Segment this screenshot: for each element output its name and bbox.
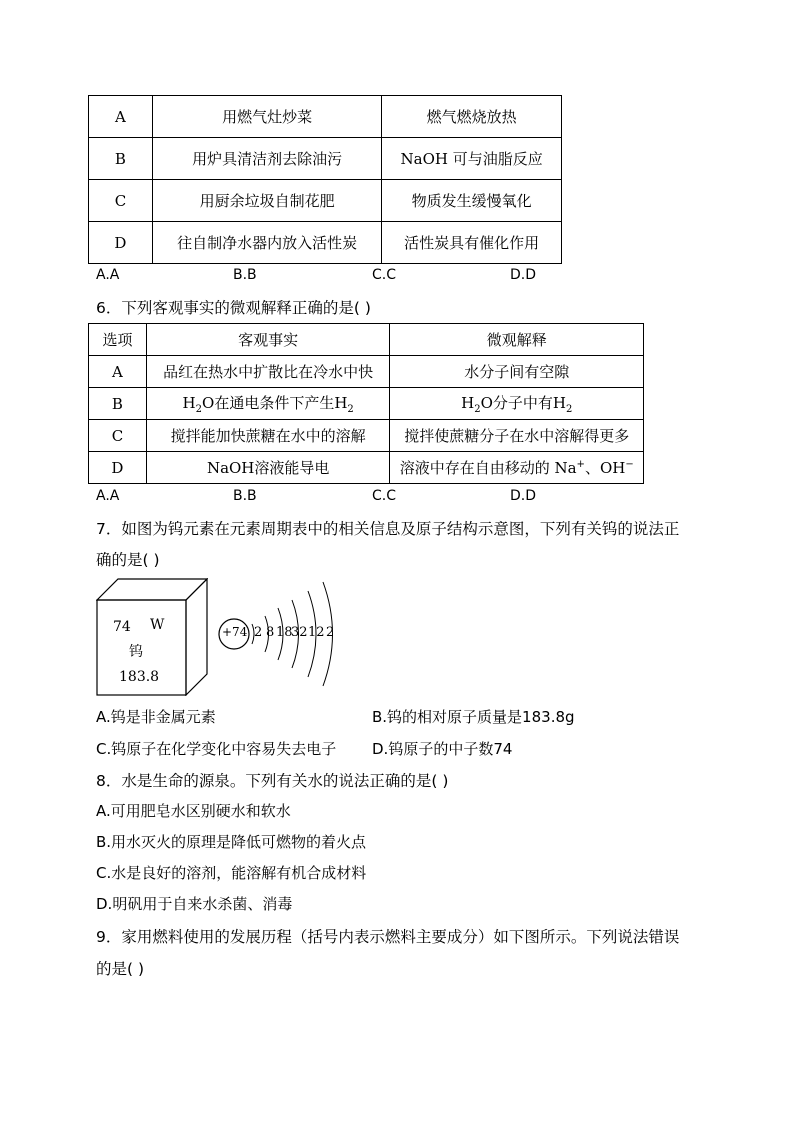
- element-name: 钨: [129, 644, 143, 660]
- table-row: [89, 420, 644, 452]
- row-fact: 品红在热水中扩散比在冷水中快: [146, 356, 390, 388]
- option-c[interactable]: C.C: [372, 488, 397, 504]
- table-cell: A: [89, 96, 153, 138]
- option-b[interactable]: B.B: [233, 488, 257, 504]
- shell-1: 2: [254, 625, 263, 640]
- table-row: [89, 388, 644, 420]
- q7-option-a[interactable]: A.钨是非金属元素: [96, 708, 216, 726]
- table-row: [89, 356, 644, 388]
- q6-table: [88, 323, 644, 484]
- table-row: [89, 96, 562, 138]
- q9-stem-line2: 的是( ): [96, 960, 145, 978]
- header-explain: 微观解释: [390, 324, 644, 356]
- table-cell: B: [89, 138, 153, 180]
- row-option: A: [89, 356, 147, 388]
- table-row: [89, 452, 644, 484]
- option-a[interactable]: A.A: [96, 267, 120, 283]
- header-option: 选项: [89, 324, 147, 356]
- table-row: [89, 222, 562, 264]
- table-cell: 用炉具清洁剂去除油污: [152, 138, 381, 180]
- row-explain: 搅拌使蔗糖分子在水中溶解得更多: [390, 420, 644, 452]
- table-row: [89, 180, 562, 222]
- shell-6: 2: [326, 625, 335, 640]
- option-d[interactable]: D.D: [510, 488, 537, 504]
- table-cell: C: [89, 180, 153, 222]
- element-symbol: W: [150, 617, 165, 633]
- table-cell: 活性炭具有催化作用: [382, 222, 562, 264]
- option-c[interactable]: C.C: [372, 267, 397, 283]
- row-fact: NaOH溶液能导电: [146, 452, 390, 484]
- row-explain: 溶液中存在自由移动的 Na+、OH−: [390, 452, 644, 484]
- table-cell: 用厨余垃圾自制花肥: [152, 180, 381, 222]
- q7-stem-line1: 7．如图为钨元素在元素周期表中的相关信息及原子结构示意图，下列有关钨的说法正: [96, 520, 680, 538]
- q7-option-b[interactable]: B.钨的相对原子质量是183.8g: [372, 708, 575, 726]
- q8-option-b[interactable]: B.用水灭火的原理是降低可燃物的着火点: [96, 833, 367, 851]
- nucleus-charge: +74: [222, 625, 248, 639]
- table-cell: D: [89, 222, 153, 264]
- table-cell: 物质发生缓慢氧化: [382, 180, 562, 222]
- header-fact: 客观事实: [146, 324, 390, 356]
- row-fact: 搅拌能加快蔗糖在水中的溶解: [146, 420, 390, 452]
- shell-2: 8: [266, 625, 275, 640]
- row-option: C: [89, 420, 147, 452]
- q7-option-c[interactable]: C.钨原子在化学变化中容易失去电子: [96, 740, 337, 758]
- table-header-row: [89, 324, 644, 356]
- q5-table: [88, 95, 562, 264]
- table-cell: NaOH 可与油脂反应: [382, 138, 562, 180]
- option-a[interactable]: A.A: [96, 488, 120, 504]
- shell-4: 32: [291, 625, 308, 640]
- q8-option-c[interactable]: C.水是良好的溶剂，能溶解有机合成材料: [96, 864, 367, 882]
- q6-stem: 6．下列客观事实的微观解释正确的是( ): [96, 299, 371, 317]
- q7-option-d[interactable]: D.钨原子的中子数74: [372, 740, 513, 758]
- q9-stem-line1: 9．家用燃料使用的发展历程（括号内表示燃料主要成分）如下图所示。下列说法错误: [96, 928, 680, 946]
- row-option: D: [89, 452, 147, 484]
- row-explain: $H_2O$分子中有$H_2$: [390, 388, 644, 420]
- q8-option-a[interactable]: A.可用肥皂水区别硬水和软水: [96, 802, 291, 820]
- q7-stem-line2: 确的是( ): [96, 551, 160, 569]
- table-row: [89, 138, 562, 180]
- shell-3: 18: [276, 625, 293, 640]
- row-explain: 水分子间有空隙: [390, 356, 644, 388]
- table-cell: 燃气燃烧放热: [382, 96, 562, 138]
- option-d[interactable]: D.D: [510, 267, 537, 283]
- table-cell: 往自制净水器内放入活性炭: [152, 222, 381, 264]
- option-b[interactable]: B.B: [233, 267, 257, 283]
- table-cell: 用燃气灶炒菜: [152, 96, 381, 138]
- element-number: 74: [113, 619, 131, 635]
- row-option: B: [89, 388, 147, 420]
- row-fact: $H_2O$在通电条件下产生$H_2$: [146, 388, 390, 420]
- q8-option-d[interactable]: D.明矾用于自来水杀菌、消毒: [96, 895, 293, 913]
- q8-stem: 8．水是生命的源泉。下列有关水的说法正确的是( ): [96, 772, 449, 790]
- element-mass: 183.8: [119, 669, 160, 685]
- shell-5: 12: [308, 625, 325, 640]
